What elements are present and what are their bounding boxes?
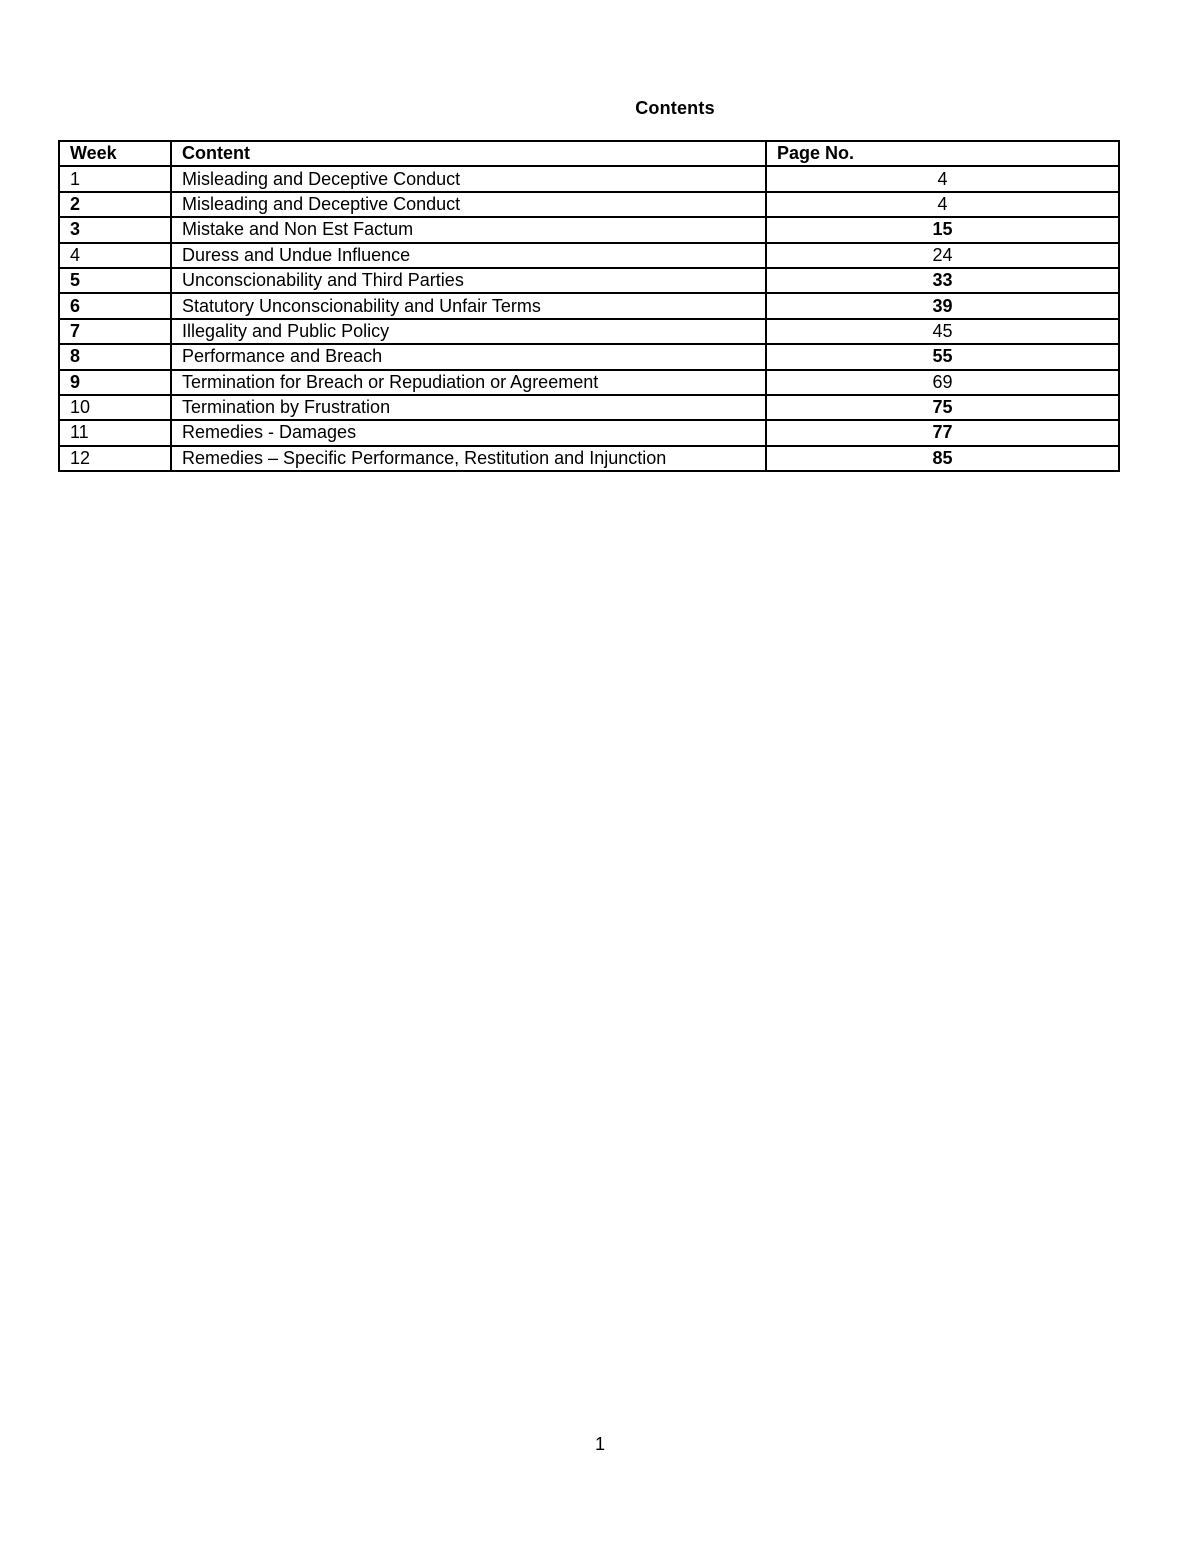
table-row xyxy=(59,192,1119,217)
week-cell: 9 xyxy=(59,370,171,395)
page-cell: 15 xyxy=(766,217,1119,242)
page-cell: 55 xyxy=(766,344,1119,369)
page-cell: 85 xyxy=(766,446,1119,471)
page-cell: 75 xyxy=(766,395,1119,420)
table-header-row xyxy=(59,141,1119,166)
week-cell: 3 xyxy=(59,217,171,242)
header-week: Week xyxy=(59,141,171,166)
week-cell: 11 xyxy=(59,420,171,445)
page-cell: 45 xyxy=(766,319,1119,344)
content-cell: Misleading and Deceptive Conduct xyxy=(171,192,766,217)
page-cell: 69 xyxy=(766,370,1119,395)
table-row xyxy=(59,370,1119,395)
table-row xyxy=(59,344,1119,369)
week-cell: 6 xyxy=(59,293,171,318)
content-cell: Mistake and Non Est Factum xyxy=(171,217,766,242)
week-cell: 4 xyxy=(59,243,171,268)
table-row xyxy=(59,293,1119,318)
page-cell: 4 xyxy=(766,192,1119,217)
page-cell: 24 xyxy=(766,243,1119,268)
table-row xyxy=(59,166,1119,191)
table-row xyxy=(59,420,1119,445)
week-cell: 8 xyxy=(59,344,171,369)
page-cell: 33 xyxy=(766,268,1119,293)
table-row xyxy=(59,268,1119,293)
content-cell: Statutory Unconscionability and Unfair Terms xyxy=(171,293,766,318)
table-row xyxy=(59,243,1119,268)
page-cell: 77 xyxy=(766,420,1119,445)
table-row xyxy=(59,446,1119,471)
table-row xyxy=(59,217,1119,242)
contents-table xyxy=(58,140,1120,472)
content-cell: Remedies – Specific Performance, Restitution and Injunction xyxy=(171,446,766,471)
content-cell: Termination for Breach or Repudiation or Agreement xyxy=(171,370,766,395)
week-cell: 2 xyxy=(59,192,171,217)
week-cell: 10 xyxy=(59,395,171,420)
header-content: Content xyxy=(171,141,766,166)
header-page-no: Page No. xyxy=(766,141,1119,166)
page-title: Contents xyxy=(635,98,715,118)
week-cell: 7 xyxy=(59,319,171,344)
table-row xyxy=(59,319,1119,344)
page-number: 1 xyxy=(594,1434,605,1454)
page-cell: 4 xyxy=(766,166,1119,191)
content-cell: Illegality and Public Policy xyxy=(171,319,766,344)
table-row xyxy=(59,395,1119,420)
content-cell: Unconscionability and Third Parties xyxy=(171,268,766,293)
content-cell: Misleading and Deceptive Conduct xyxy=(171,166,766,191)
week-cell: 5 xyxy=(59,268,171,293)
content-cell: Duress and Undue Influence xyxy=(171,243,766,268)
content-cell: Performance and Breach xyxy=(171,344,766,369)
week-cell: 1 xyxy=(59,166,171,191)
page-cell: 39 xyxy=(766,293,1119,318)
week-cell: 12 xyxy=(59,446,171,471)
content-cell: Remedies - Damages xyxy=(171,420,766,445)
content-cell: Termination by Frustration xyxy=(171,395,766,420)
